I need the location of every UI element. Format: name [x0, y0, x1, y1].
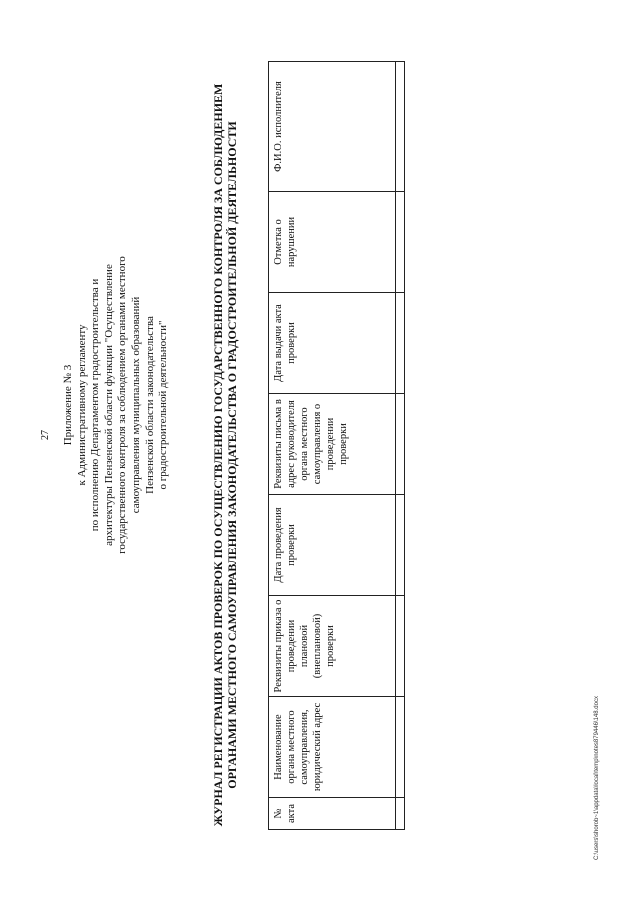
column-header: Наименование органа местного самоуправления, юридический адрес: [269, 697, 396, 798]
appendix-line: Пензенской области законодательства: [143, 316, 156, 494]
table-cell: [396, 697, 405, 798]
appendix-line: по исполнению Департаментом градостроительства и: [89, 278, 102, 532]
column-header: Реквизиты письма в адрес руководителя органа местного самоуправления о проведении проверки: [269, 394, 396, 495]
column-header: Ф.И.О. исполнителя: [269, 62, 396, 192]
table-cell: [396, 394, 405, 495]
table-cell: [396, 596, 405, 697]
journal-title: ЖУРНАЛ РЕГИСТРАЦИИ АКТОВ ПРОВЕРОК ПО ОСУЩЕСТВЛЕНИЮ ГОСУДАРСТВЕННОГО КОНТРОЛЯ ЗА СОБЛЮДЕНИЕМ ОРГАНАМИ МЕСТНОГО САМОУПРАВЛЕНИЯ ЗАКОНОДАТЕЛЬСТВА О ГРАДОСТРОИТЕЛЬНОЙ ДЕЯТЕЛЬНОСТИ: [211, 83, 239, 827]
table-cell: [396, 192, 405, 293]
appendix-line: самоуправления муниципальных образований: [129, 296, 142, 514]
appendix-line: о градостроительной деятельности": [157, 320, 170, 490]
table-cell: [396, 293, 405, 394]
appendix-line: к Административному регламенту: [75, 324, 88, 486]
table-row: [396, 62, 405, 830]
table-cell: [396, 62, 405, 192]
appendix-line: Приложение № 3: [62, 364, 74, 446]
column-header: № акта: [269, 798, 396, 830]
appendix-block: [62, 155, 171, 655]
page-number: 27: [40, 430, 51, 440]
table-cell: [396, 798, 405, 830]
file-path-footer: C:\users\shorob~1\appdata\local\temp\notes879446\148.docx: [594, 696, 600, 860]
appendix-line: архитектуры Пензенской области функции "Осуществление: [102, 264, 115, 546]
column-header: Отметка о нарушении: [269, 192, 396, 293]
column-header: Реквизиты приказа о проведении плановой (внеплановой) проверки: [269, 596, 396, 697]
table-cell: [396, 495, 405, 596]
column-header: Дата выдачи акта проверки: [269, 293, 396, 394]
table-header-row: [269, 62, 396, 830]
appendix-line: государственного контроля за соблюдением органами местного: [116, 256, 129, 554]
journal-table: [268, 61, 405, 830]
column-header: Дата проведения проверки: [269, 495, 396, 596]
